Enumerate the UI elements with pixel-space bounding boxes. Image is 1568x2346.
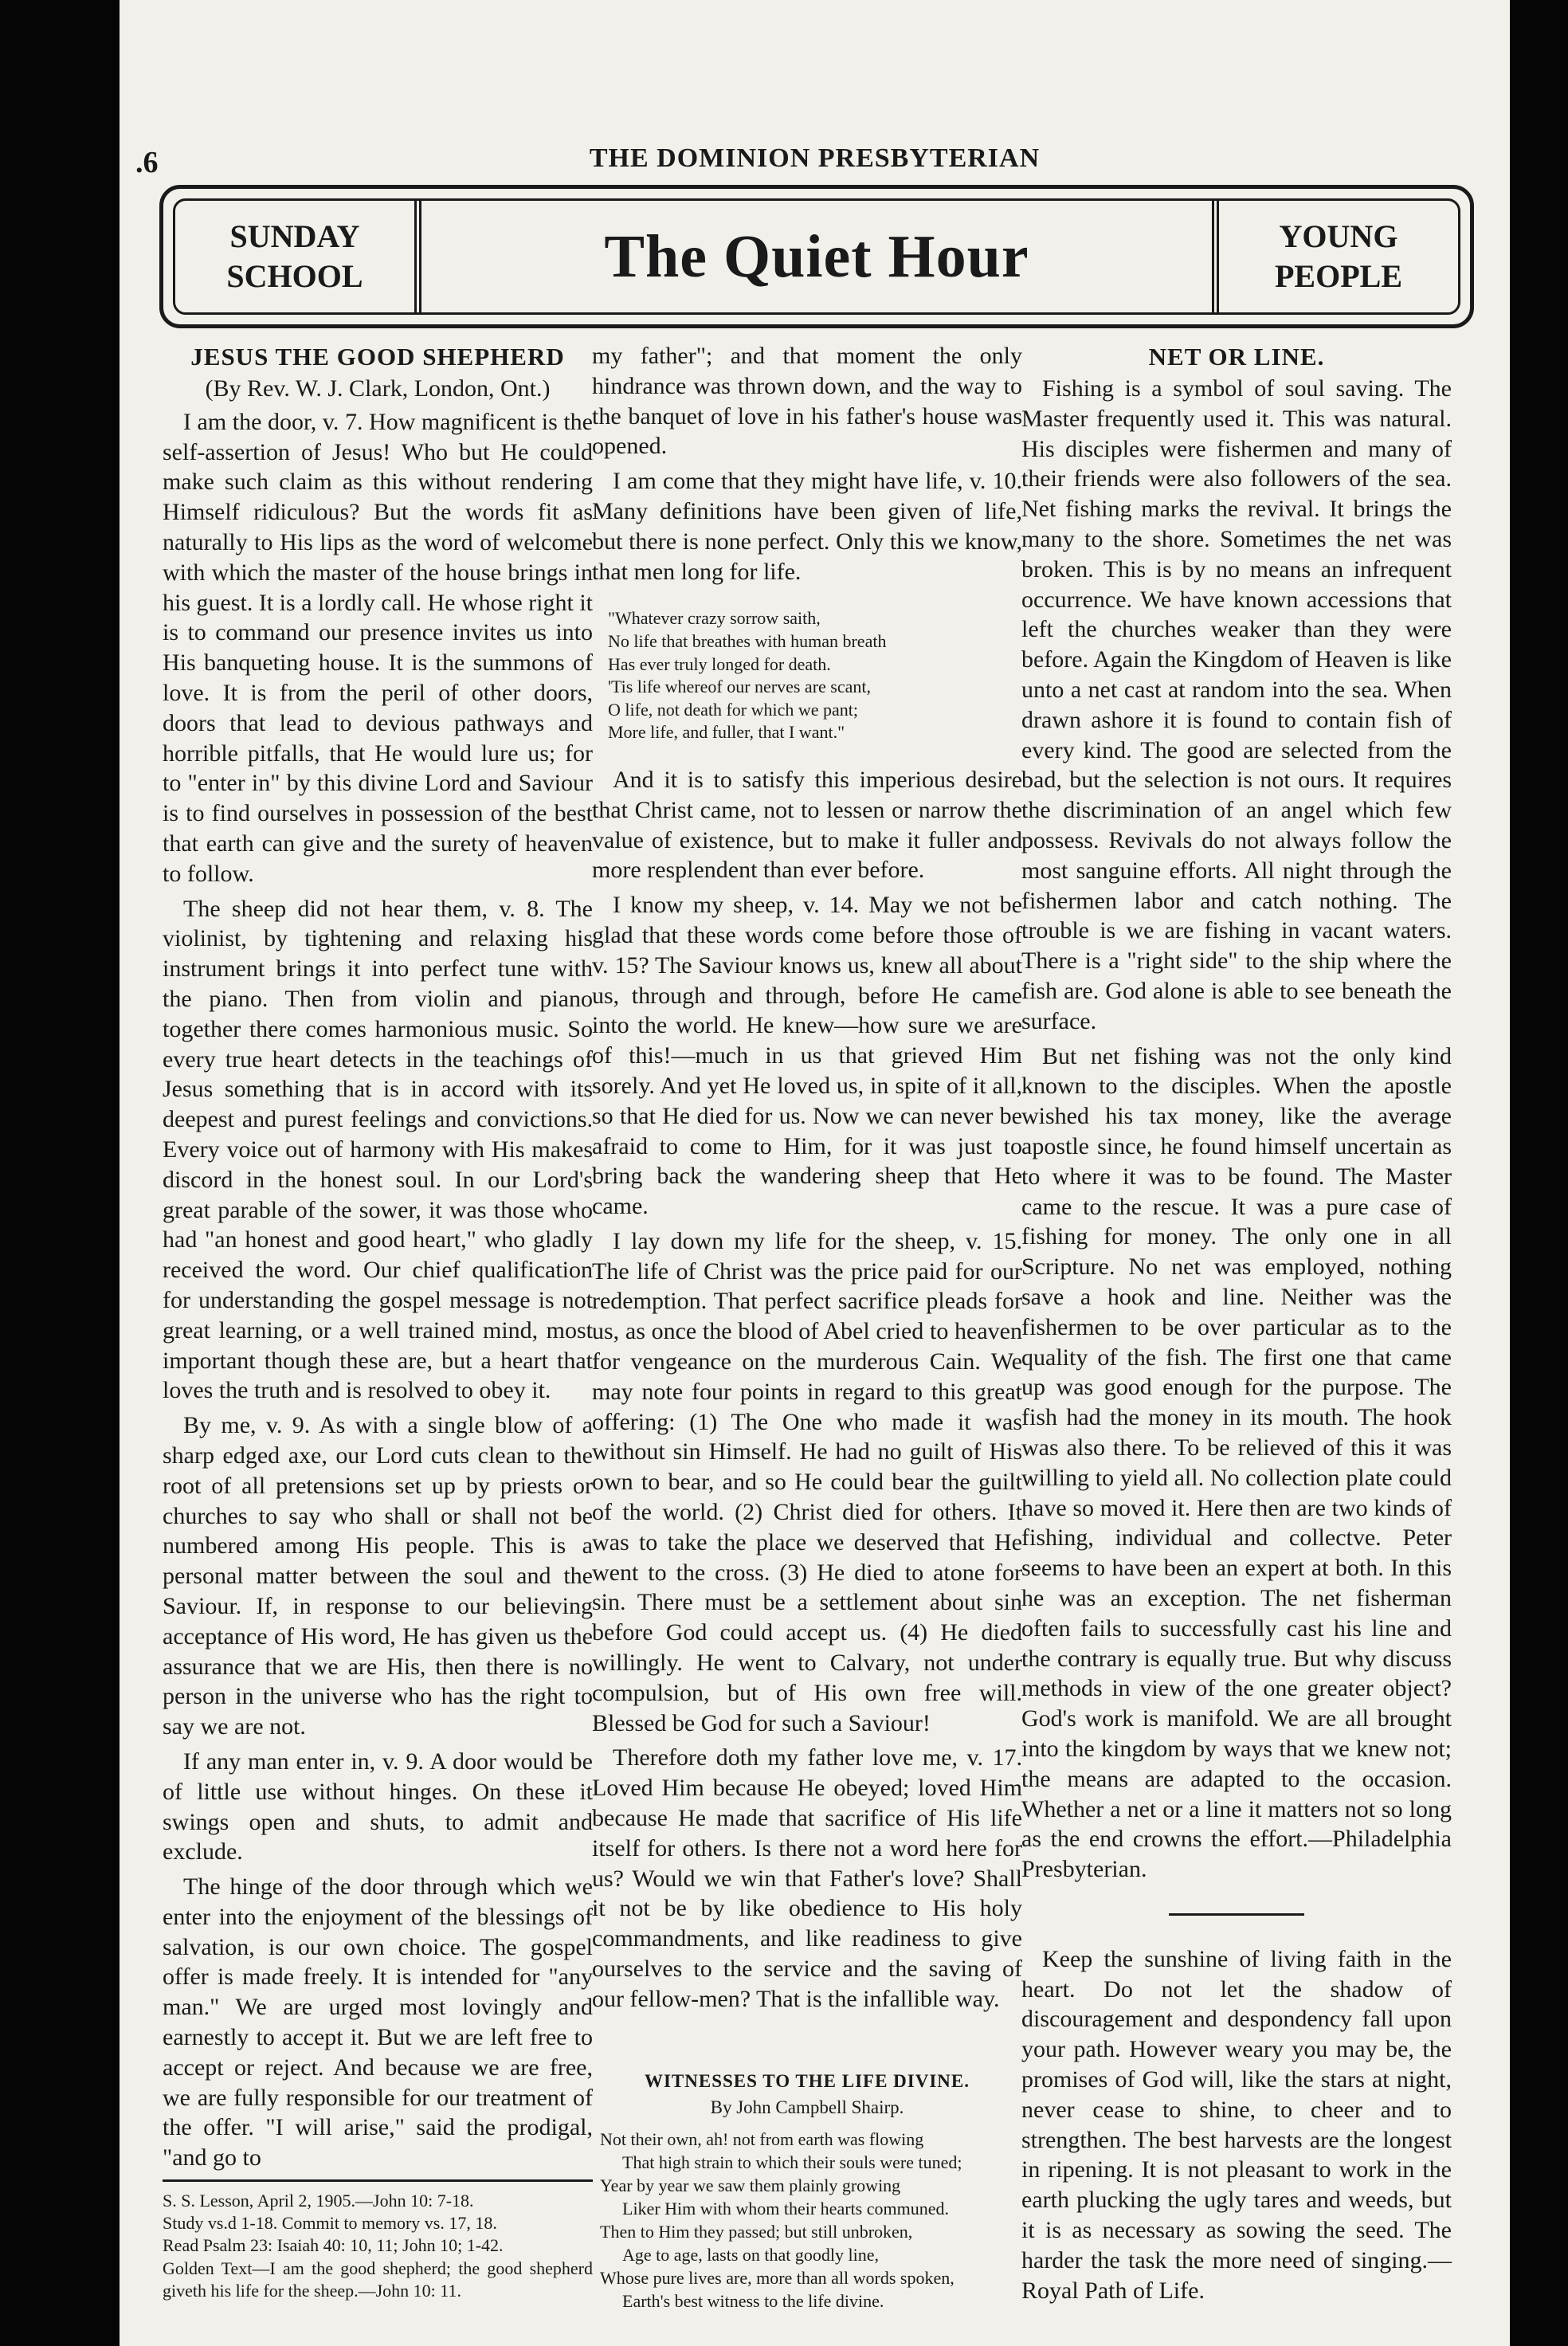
poem-line: Earth's best witness to the life divine. xyxy=(622,2290,884,2311)
poem-line: Then to Him they passed; but still unbroken, xyxy=(600,2221,913,2242)
banner-right-line: YOUNG xyxy=(1279,218,1398,254)
banner-right-cell xyxy=(1212,201,1458,312)
lesson-footnote xyxy=(163,2190,593,2302)
poem-line: Year by year we saw them plainly growing xyxy=(600,2175,901,2195)
poem-line: Age to age, lasts on that goodly line, xyxy=(622,2244,879,2265)
article-paragraph: I know my sheep, v. 14. May we not be glad that these words come before those of v. 15? The Saviour knows us, knew all about us, through and through, before He came into the world. He knew—how sure we are of this!—much in us that grieved Him sorely. And yet He loved us, in spite of it all, so that He died for us. Now we can never be afraid to come to Him, for it was just to bring back the wandering sheep that He came. xyxy=(592,892,1022,1220)
poem-line: 'Tis life whereof our nerves are scant, xyxy=(608,677,871,697)
divider xyxy=(163,2179,593,2182)
poem-line: That high strain to which their souls were tuned; xyxy=(622,2152,962,2172)
poem-line: No life that breathes with human breath xyxy=(608,630,887,651)
article-headline: JESUS THE GOOD SHEPHERD xyxy=(190,343,565,371)
article-paragraph: And it is to satisfy this imperious desire that Christ came, not to lessen or narrow the value of existence, but to make it fuller and more resplendent than ever before. xyxy=(592,766,1022,884)
section-title: The Quiet Hour xyxy=(604,222,1029,290)
footnote-line: S. S. Lesson, April 2, 1905.—John 10: 7-18. xyxy=(163,2191,474,2211)
article-paragraph: I am the door, v. 7. How magnificent is the self-assertion of Jesus! Who but He could make such claim as this without rendering Himself ridiculous? But the words fit as naturally to His lips as the word of welcome with which the master of the house brings in his guest. It is a lordly call. He whose right it is to command our presence invites us into His banqueting house. It is the summons of love. It is from the peril of other doors, doors that lead to devious pathways and horrible pitfalls, that He would lure us; for to "enter in" by this divine Lord and Saviour is to find ourselves in possession of the best that earth can give and the surety of heaven to follow. xyxy=(163,408,593,887)
article-byline: (By Rev. W. J. Clark, London, Ont.) xyxy=(205,375,551,402)
banner-right-line: PEOPLE xyxy=(1274,258,1403,294)
footnote-line: Read Psalm 23: Isaiah 40: 10, 11; John 10; 1-42. xyxy=(163,2235,504,2256)
article-paragraph: I am come that they might have life, v. 10. Many definitions have been given of life, but there is none perfect. Only this we know, that men long for life. xyxy=(592,468,1022,585)
column-sunday-school xyxy=(163,341,593,2302)
poem-line: Liker Him with whom their hearts communed. xyxy=(622,2198,949,2218)
quoted-poem xyxy=(608,607,1022,744)
article-paragraph: Fishing is a symbol of soul saving. The Master frequently used it. This was natural. His disciples were fishermen and many of their friends were also followers of the sea. Net fishing marks the revival. It brings the many to the shore. Sometimes the net was broken. This is by no means an infrequent occurrence. We have known accessions that left the churches weaker than they were before. Again the Kingdom of Heaven is like unto a net cast at random into the sea. When drawn ashore it is found to contain fish of every kind. The good are selected from the bad, but the selection is not ours. It requires the discrimination of an angel which few possess. Revivals do not always follow the most sanguine efforts. All night through the fishermen labor and catch nothing. The trouble is we are fishing in vacant waters. There is a "right side" to the ship where the fish are. God alone is able to see beneath the surface. xyxy=(1021,375,1452,1034)
article-paragraph: If any man enter in, v. 9. A door would be of little use without hinges. On these it swings open and shuts, to admit and exclude. xyxy=(163,1748,593,1865)
column-middle xyxy=(592,341,1022,2313)
newspaper-page xyxy=(120,0,1510,2346)
divider xyxy=(1169,1913,1304,1916)
section-banner xyxy=(159,185,1474,328)
banner-left-line: SUNDAY xyxy=(229,218,360,254)
witnesses-poem xyxy=(600,2128,1022,2313)
poem-line: Not their own, ah! not from earth was flowing xyxy=(600,2128,924,2149)
poem-line: "Whatever crazy sorrow saith, xyxy=(608,608,821,629)
article-paragraph: I lay down my life for the sheep, v. 15. The life of Christ was the price paid for our redemption. That perfect sacrifice pleads for us, as once the blood of Abel cried to heaven for vengeance on the murderous Cain. We may note four points in regard to this great offering: (1) The One who made it was without sin Himself. He had no guilt of His own to bear, and so He could bear the guilt of the world. (2) Christ died for others. It was to take the place we deserved that He went to the cross. (3) He died to atone for sin. There must be a settlement about sin before God could accept us. (4) He died willingly. He went to Calvary, not under compulsion, but of His own free will. Blessed be God for such a Saviour! xyxy=(592,1227,1022,1736)
footnote-line: Study vs.d 1-18. Commit to memory vs. 17, 18. xyxy=(163,2213,497,2234)
article-paragraph: The sheep did not hear them, v. 8. The violinist, by tightening and relaxing his instrument brings it into perfect tune with the piano. Then from violin and piano together there comes harmonious music. So every true heart detects in the teachings of Jesus something that is in accord with its deepest and purest feelings and convictions. Every voice out of harmony with His makes discord in the honest soul. In our Lord's great parable of the sower, it was those who had "an honest and good heart," who gladly received the word. Our chief qualification for understanding the gospel message is not great learning, or a well trained mind, most important though these are, but a heart that loves the truth and is resolved to obey it. xyxy=(163,895,593,1404)
banner-left-cell xyxy=(175,201,421,312)
page-number: .6 xyxy=(135,146,159,179)
poem-author: By John Campbell Shairp. xyxy=(710,2097,904,2117)
column-young-people xyxy=(1021,341,1452,2310)
poem-line: Whose pure lives are, more than all words spoken, xyxy=(600,2267,955,2288)
article-paragraph: Keep the sunshine of living faith in the heart. Do not let the shadow of discouragement and despondency fall upon your path. However weary you may be, the promises of God will, like the stars at night, never cease to shine, to cheer and to strengthen. The best harvests are the longest in ripening. It is not pleasant to work in the earth plucking the ugly tares and weeds, but it is as necessary as sowing the seed. The harder the task the more need of singing.—Royal Path of Life. xyxy=(1021,1945,1452,2304)
article-paragraph: But net fishing was not the only kind known to the disciples. When the apostle wished his tax money, like the average apostle since, he found himself uncertain as to where it was to be found. The Master came to the rescue. It was a pure case of fishing for money. The only one in all Scripture. No net was employed, nothing save a hook and line. Neither was the fishermen to be over particular as to the quality of the fish. The first one that came up was good enough for the purpose. The fish had the money in its mouth. The hook was also there. To be relieved of this it was willing to yield all. No collection plate could have so moved it. Here then are two kinds of fishing, individual and collectve. Peter seems to have been an expert at both. In this he was an exception. The net fisherman often fails to successfully cast his line and the contrary is equally true. But why discuss methods in view of the one greater object? God's work is manifold. We are all brought into the kingdom by ways that we knew not; the means are adapted to the occasion. Whether a net or a line it matters not so long as the end crowns the effort.—Philadelphia Presbyterian. xyxy=(1021,1042,1452,1883)
poem-line: More life, and fuller, that I want." xyxy=(608,722,845,743)
banner-left-line: SCHOOL xyxy=(226,258,363,294)
poem-title: WITNESSES TO THE LIFE DIVINE. xyxy=(644,2070,970,2091)
running-title: THE DOMINION PRESBYTERIAN xyxy=(589,143,1041,173)
article-paragraph: The hinge of the door through which we enter into the enjoyment of the blessings of salvation, is our own choice. The gospel offer is made freely. It is intended for "any man." We are urged most lovingly and earnestly to accept it. But we are left free to accept or reject. And because we are free, we are fully responsible for our treatment of the offer. "I will arise," said the prodigal, "and go to xyxy=(163,1873,593,2171)
article-paragraph: By me, v. 9. As with a single blow of a sharp edged axe, our Lord cuts clean to the root of all pretensions set up by priests or churches to say who shall or shall not be numbered among His people. This is a personal matter between the soul and the Saviour. If, in response to our believing acceptance of His word, He has given us the assurance that we are His, then there is no person in the universe who has the right to say we are not. xyxy=(163,1412,593,1740)
poem-line: O life, not death for which we pant; xyxy=(608,699,859,720)
poem-line: Has ever truly longed for death. xyxy=(608,653,831,674)
article-paragraph: Therefore doth my father love me, v. 17. Loved Him because He obeyed; loved Him because He made that sacrifice of His life itself for others. Is there not a word here for us? Would we win that Father's love? Shall it not be by like obedience to His holy commandments, and like readiness to give ourselves to the service and the saving of our fellow-men? That is the infallible way. xyxy=(592,1744,1022,2012)
footnote-line: Golden Text—I am the good shepherd; the good shepherd giveth his life for the sheep.—John 10: 11. xyxy=(163,2258,593,2301)
article-headline: NET OR LINE. xyxy=(1148,343,1325,371)
article-paragraph: my father"; and that moment the only hindrance was thrown down, and the way to the banquet of love in his father's house was opened. xyxy=(592,343,1022,460)
banner-frame xyxy=(173,198,1460,315)
